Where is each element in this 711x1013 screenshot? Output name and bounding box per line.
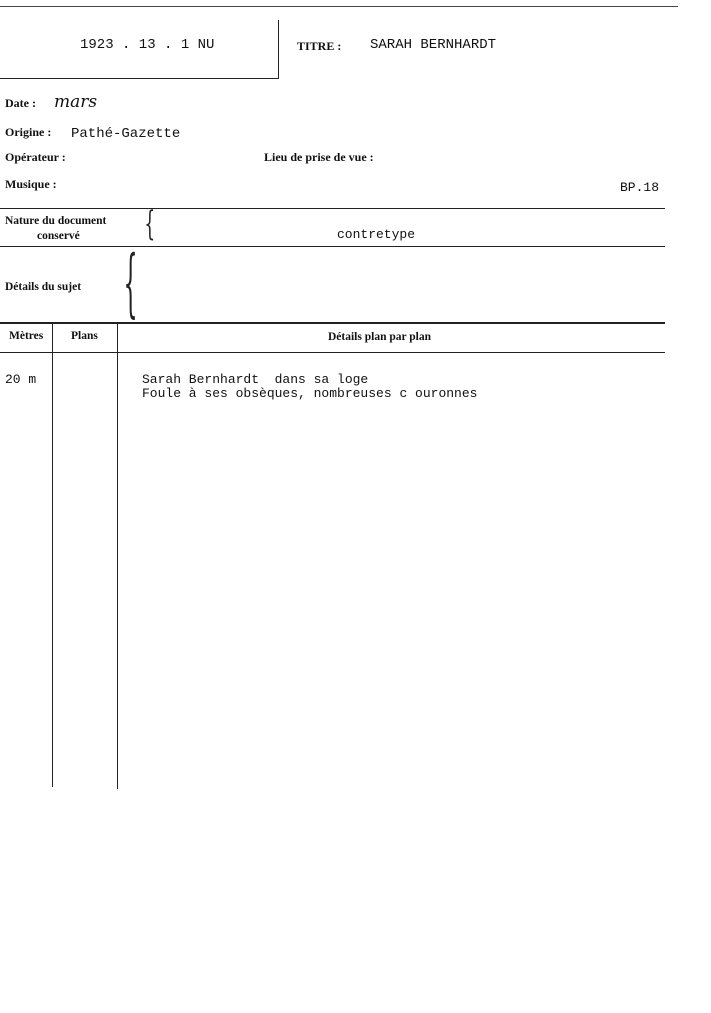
nature-label-line1: Nature du document xyxy=(5,215,107,227)
header-box-right-edge xyxy=(278,20,279,78)
col-header-plans: Plans xyxy=(71,330,98,342)
lieu-label: Lieu de prise de vue : xyxy=(264,150,374,164)
nature-value: contretype xyxy=(337,227,416,242)
details-sujet-label: Détails du sujet xyxy=(5,281,82,293)
row-1-details: Sarah Bernhardt dans sa loge xyxy=(142,372,369,387)
details-sujet-brace-icon: { xyxy=(123,240,138,326)
row-1-metres: 20 m xyxy=(5,372,37,387)
col-header-details: Détails plan par plan xyxy=(328,331,431,343)
date-value: mars xyxy=(54,92,98,112)
operateur-label: Opérateur : xyxy=(5,150,66,164)
column-divider-1 xyxy=(52,323,53,787)
origine-value: Pathé-Gazette xyxy=(71,126,181,142)
column-divider-2 xyxy=(117,323,118,789)
nature-bottom-rule xyxy=(0,246,665,247)
row-2-details: Foule à ses obsèques, nombreuses c ouronnes xyxy=(142,386,478,401)
title-label: TITRE : xyxy=(297,39,342,53)
document-code: BP.18 xyxy=(620,180,660,195)
table-top-rule xyxy=(0,322,665,324)
nature-brace-icon: { xyxy=(144,204,156,244)
musique-label: Musique : xyxy=(5,177,57,191)
table-header-rule xyxy=(0,352,665,353)
title-value: SARAH BERNHARDT xyxy=(370,37,497,53)
nature-top-rule xyxy=(0,208,665,209)
col-header-metres: Mètres xyxy=(9,330,44,342)
origine-label: Origine : xyxy=(5,125,52,139)
nature-label-line2: conservé xyxy=(37,230,80,242)
date-label: Date : xyxy=(5,96,36,110)
reference-number: 1923 . 13 . 1 NU xyxy=(80,37,215,53)
header-box-bottom-edge xyxy=(0,78,279,79)
top-border xyxy=(0,6,678,7)
